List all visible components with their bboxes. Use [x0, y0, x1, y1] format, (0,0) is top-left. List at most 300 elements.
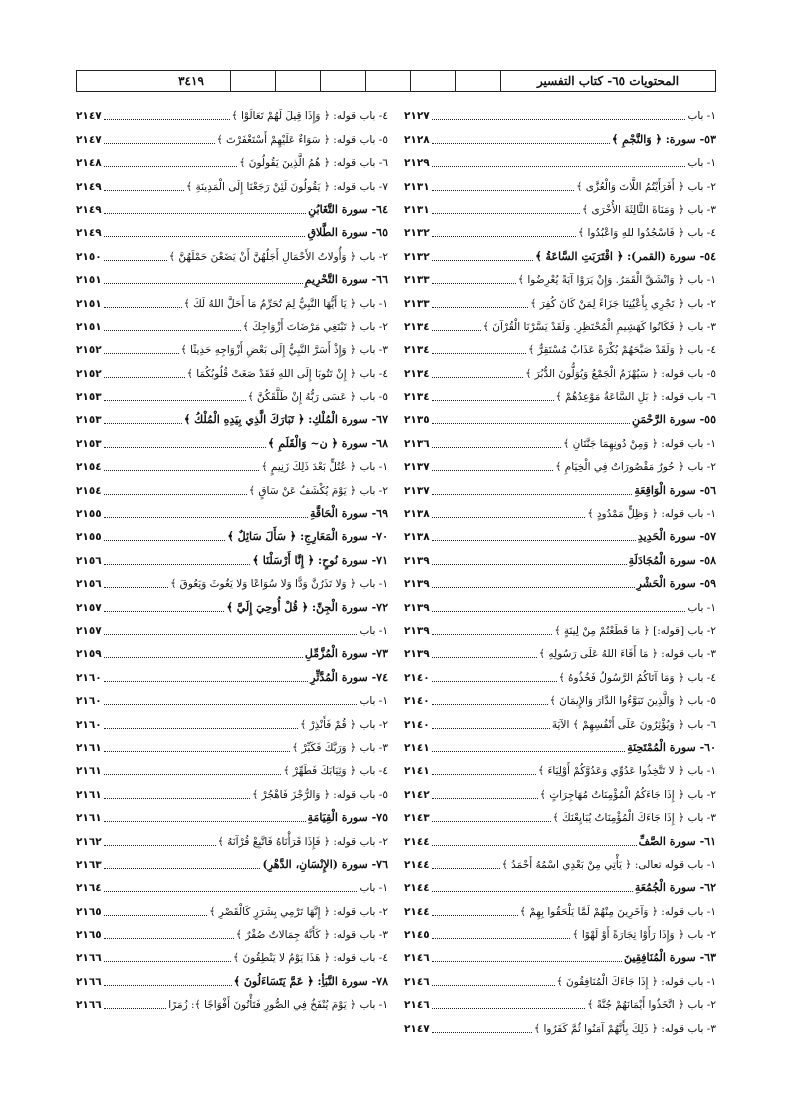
dot-leader: [432, 704, 548, 705]
toc-page-number: ٢١٤٧: [76, 133, 102, 146]
toc-page-number: ٢١٤٦: [404, 975, 430, 988]
toc-entry-title: ٣- باب ﴿ فَكَانُوا كَهَشِيمِ الْمُحْتَظِرِ. وَلَقَدْ يَسَّرْنَا الْقُرْآنَ ﴾: [482, 320, 716, 333]
toc-surah-heading: [404, 732, 716, 755]
toc-entry-title: ٧٨- سورة النَّبَأِ: ﴿ عَمَّ يَتَسَاءَلُونَ ﴾: [233, 974, 388, 988]
dot-leader: [432, 400, 554, 401]
dot-leader: [104, 377, 185, 378]
dot-leader: [432, 1032, 532, 1033]
toc-entry-title: ٢- باب ﴿ أَفَرَأَيْتُمُ اللَّاتَ وَالْعُزَّى ﴾: [576, 180, 716, 193]
toc-entry: [76, 381, 388, 404]
toc-entry-title: ٤- باب ﴿ وَمَا آتَاكُمُ الرَّسُولُ فَخُذُوهُ ﴾: [558, 671, 716, 684]
dot-leader: [104, 564, 251, 565]
dot-leader: [104, 704, 358, 705]
toc-page-number: ٢١٣٧: [404, 484, 430, 497]
toc-surah-heading: [404, 474, 716, 497]
toc-surah-heading: [76, 194, 388, 217]
dot-leader: [104, 587, 169, 588]
toc-page-number: ٢١٣٥: [404, 414, 430, 427]
toc-page-number: ٢١٤١: [404, 765, 430, 778]
toc-entry: [404, 778, 716, 801]
toc-page-number: ٢١٢٩: [404, 157, 430, 170]
dot-leader: [104, 961, 231, 962]
toc-entry: [404, 194, 716, 217]
toc-page-number: ٢١٣٦: [404, 437, 430, 450]
toc-page-number: ٢١٣٩: [404, 648, 430, 661]
toc-entry-title: ١- باب: [359, 695, 388, 708]
toc-entry-title: ١- باب قوله: ﴿ وَمِنْ دُونِهِمَا جَنَّتَانِ ﴾: [563, 437, 716, 450]
toc-entry-title: ١- باب ﴿ يَا أَيُّهَا النَّبِيُّ لِمَ تُحَرِّمُ مَا أَحَلَّ اللهُ لَكَ ﴾: [183, 297, 388, 310]
toc-entry-title: ٣- باب ﴿ وَمَنَاةَ الثَّالِثَةَ الأُخْرَى ﴾: [582, 203, 716, 216]
toc-entry: [404, 591, 716, 614]
toc-entry-title: ٦٦- سورة التَّحْرِيمِ: [304, 273, 388, 287]
toc-surah-heading: [404, 568, 716, 591]
toc-entry-title: ٤- باب ﴿ إِنْ تَتُوبَا إِلَى اللهِ فَقَدْ صَغَتْ قُلُوبُكُمَا ﴾: [186, 367, 388, 380]
toc-entry-title: ٣- باب قوله: ﴿ كَأَنَّهُ جِمَالاتٌ صُفْرٌ ﴾: [235, 929, 388, 942]
toc-page-number: ٢١٤٠: [404, 671, 430, 684]
dot-leader: [104, 470, 260, 471]
toc-surah-heading: [404, 872, 716, 895]
toc-entry-title: ١- باب قوله تعالى: ﴿ يَأْتِي مِنْ بَعْدِي اسْمُهُ أَحْمَدُ ﴾: [501, 858, 716, 871]
toc-page-number: ٢١٦١: [76, 812, 102, 825]
toc-entry-title: ٦٠- سورة الْمُمْتَحِنَةِ: [627, 740, 716, 754]
toc-page-number: ٢١٤٥: [404, 929, 430, 942]
toc-surah-heading: [76, 217, 388, 240]
dot-leader: [104, 143, 215, 144]
toc-surah-heading: [404, 544, 716, 567]
toc-entry: [404, 498, 716, 521]
toc-entry-title: ١- باب: [359, 882, 388, 895]
toc-page-number: ٢١٣٨: [404, 531, 430, 544]
toc-page-number: ٢١٤٨: [76, 157, 102, 170]
toc-entry-title: ٤- باب قوله: ﴿ وَإِذَا قِيلَ لَهُمْ تَعَالَوْا ﴾: [231, 110, 388, 123]
toc-entry-title: ٧٦- سورة (الإِنْسَانِ، الدَّهْرِ): [262, 857, 388, 871]
toc-entry-title: ٣- باب قوله: ﴿ ذَلِكَ بِأَنَّهُمْ آمَنُوا ثُمَّ كَفَرُوا ﴾: [534, 1022, 716, 1035]
toc-entry-title: ٥٥- سورة الرَّحْمَنِ: [631, 413, 716, 427]
toc-surah-heading: [76, 849, 388, 872]
toc-page-number: ٢١٣٩: [404, 601, 430, 614]
toc-entry-title: ١- باب: [687, 157, 716, 170]
toc-entry: [76, 685, 388, 708]
running-header: [76, 70, 716, 92]
dot-leader: [104, 330, 241, 331]
dot-leader: [432, 260, 534, 261]
toc-entry-title: ٧- باب قوله: ﴿ يَقُولُونَ لَئِنْ رَجَعْنَا إِلَى الْمَدِينَةِ ﴾: [186, 180, 388, 193]
toc-entry-title: ١- باب: [359, 624, 388, 637]
toc-entry-title: ٦٧- سورة الْمُلْكِ: ﴿ تَبَارَكَ الَّذِي بِيَدِهِ الْمُلْكُ ﴾: [183, 413, 388, 427]
dot-leader: [432, 657, 537, 658]
header-page-number: ٣٤١٩: [178, 74, 204, 88]
toc-entry-title: ٤- باب ﴿ وَلَقَدْ صَبَّحَهُمْ بُكْرَةً عَذَابٌ مُسْتَقِرٌّ ﴾: [528, 344, 716, 357]
header-blank-cell: [230, 71, 275, 91]
toc-page-number: ٢١٣٢: [404, 250, 430, 263]
toc-entry: [76, 989, 388, 1012]
dot-leader: [432, 868, 500, 869]
toc-page-number: ٢١٥٣: [76, 391, 102, 404]
toc-page-number: ٢١٢٧: [404, 110, 430, 123]
dot-leader: [432, 166, 686, 167]
toc-entry-title: ٧٥- سورة الْقِيَامَةِ: [307, 811, 388, 825]
toc-entry: [404, 708, 716, 731]
header-blank-cell: [410, 71, 455, 91]
toc-entry-title: ٧٤- سورة الْمُدَّثِّرِ: [310, 670, 388, 684]
toc-entry-title: ٦- باب قوله: ﴿ هُمُ الَّذِينَ يَقُولُونَ ﴾: [239, 157, 388, 170]
toc-entry: [404, 919, 716, 942]
toc-entry: [76, 451, 388, 474]
toc-entry-title: ٦٤- سورة التَّغَابُنِ: [308, 202, 388, 216]
toc-page-number: ٢١٥٤: [76, 484, 102, 497]
dot-leader: [104, 681, 309, 682]
toc-page-number: ٢١٣١: [404, 203, 430, 216]
toc-entry: [76, 334, 388, 357]
toc-entry-title: ٧٢- سورة الْجِنِّ: ﴿ قُلْ أُوحِيَ إِلَيَّ ﴾: [226, 600, 388, 614]
toc-entry-title: ٥٣- سورة: ﴿ وَالنَّجْمِ ﴾: [611, 132, 716, 146]
dot-leader: [432, 213, 580, 214]
toc-surah-heading: [404, 404, 716, 427]
dot-leader: [432, 119, 686, 120]
toc-page-number: ٢١٦٦: [76, 999, 102, 1012]
toc-entry: [404, 802, 716, 825]
dot-leader: [104, 423, 182, 424]
dot-leader: [432, 564, 627, 565]
toc-page-number: ٢١٥٧: [76, 624, 102, 637]
dot-leader: [104, 774, 282, 775]
toc-surah-heading: [76, 427, 388, 450]
toc-page-number: ٢١٥١: [76, 320, 102, 333]
toc-entry-title: ٢- باب ﴿ وَإِذَا رَأَوْا تِجَارَةً أَوْ لَهْوًا ﴾: [572, 929, 716, 942]
toc-surah-heading: [76, 591, 388, 614]
toc-page-number: ٢١٤٩: [76, 180, 102, 193]
dot-leader: [104, 634, 358, 635]
toc-entry-title: ٢- باب ﴿ تَجْرِي بِأَعْيُنِنَا جَزَاءً لِمَنْ كَانَ كُفِرَ ﴾: [530, 297, 716, 310]
toc-surah-heading: [404, 825, 716, 848]
toc-entry: [76, 123, 388, 146]
toc-entry-title: ٦٥- سورة الطَّلاقِ: [307, 226, 388, 240]
toc-entry-title: ٥٦- سورة الْوَاقِعَةِ: [634, 483, 716, 497]
toc-entry: [404, 264, 716, 287]
toc-column-left: [76, 100, 388, 1012]
dot-leader: [104, 728, 298, 729]
toc-page-number: ٢١٦٤: [76, 882, 102, 895]
toc-entry: [404, 427, 716, 450]
toc-entry-title: ٢- باب ﴿ قُمْ فَأَنْذِرْ ﴾: [300, 718, 388, 731]
toc-entry: [76, 287, 388, 310]
toc-page-number: ٢١٣١: [404, 180, 430, 193]
dot-leader: [432, 283, 516, 284]
dot-leader: [432, 915, 518, 916]
toc-page-number: ٢١٣٤: [404, 391, 430, 404]
dot-leader: [432, 845, 637, 846]
dot-leader: [432, 821, 551, 822]
toc-page-number: ٢١٤٠: [404, 695, 430, 708]
toc-page-number: ٢١٤٧: [76, 110, 102, 123]
toc-entry-title: ٢- باب ﴿ إِذَا جَاءَكُمُ الْمُؤْمِنَاتُ مُهَاجِرَاتٍ ﴾: [539, 788, 716, 801]
dot-leader: [104, 400, 246, 401]
toc-entry-title: ٢- باب [قوله:] ﴿ مَا قَطَعْتُمْ مِنْ لِينَةٍ ﴾: [554, 624, 716, 637]
dot-leader: [104, 798, 250, 799]
toc-entry: [404, 965, 716, 988]
dot-leader: [104, 236, 306, 237]
toc-page-number: ٢١٣٩: [404, 578, 430, 591]
dot-leader: [432, 634, 553, 635]
toc-page-number: ٢١٣٤: [404, 344, 430, 357]
toc-entry: [76, 942, 388, 965]
toc-page-number: ٢١٢٨: [404, 133, 430, 146]
toc-entry-title: ٤- باب ﴿ فَاسْجُدُوا للهِ وَاعْبُدُوا ﴾: [577, 227, 716, 240]
dot-leader: [432, 330, 481, 331]
toc-surah-heading: [76, 802, 388, 825]
toc-column-right: [404, 100, 716, 1036]
dot-leader: [432, 377, 524, 378]
dot-leader: [104, 1008, 167, 1009]
toc-page-number: ٢١٥٤: [76, 461, 102, 474]
toc-entry: [404, 685, 716, 708]
toc-page-number: ٢١٥٦: [76, 554, 102, 567]
toc-entry-title: ١- باب قوله: ﴿ وَظِلٍّ مَمْدُودٍ ﴾: [587, 508, 716, 521]
toc-entry-title: ٢- باب ﴿ تَبْتَغِي مَرْضَاتَ أَزْوَاجِكَ ﴾: [242, 320, 388, 333]
toc-page-number: ٢١٦٥: [76, 905, 102, 918]
dot-leader: [432, 143, 610, 144]
toc-entry: [404, 615, 716, 638]
toc-entry-title: ٣- باب ﴿ إِذَا جَاءَكَ الْمُؤْمِنَاتُ يُبَايِعْنَكَ ﴾: [552, 812, 716, 825]
toc-page-number: ٢١٣٨: [404, 508, 430, 521]
toc-page-number: ٢١٣٤: [404, 367, 430, 380]
toc-entry: [76, 919, 388, 942]
dot-leader: [432, 470, 554, 471]
toc-entry-title: ٣- باب قوله: ﴿ مَا أَفَاءَ اللهُ عَلَى رَسُولِهِ ﴾: [538, 648, 716, 661]
toc-surah-heading: [76, 661, 388, 684]
toc-entry-title: ٧٠- سورة الْمَعَارِجِ: ﴿ سَأَلَ سَائِلٌ ﴾: [227, 530, 388, 544]
toc-entry: [404, 217, 716, 240]
toc-page-number: ٢١٥٣: [76, 437, 102, 450]
toc-entry-title: ٦٣- سورة الْمُنَافِقِينَ: [624, 951, 716, 965]
toc-page-number: ٢١٥٣: [76, 414, 102, 427]
toc-entry: [76, 357, 388, 380]
toc-entry-title: ٥٨- سورة الْمُجَادَلَةِ: [628, 553, 716, 567]
dot-leader: [104, 447, 266, 448]
toc-page-number: ٢١٦١: [76, 765, 102, 778]
toc-page-number: ٢١٦٥: [76, 929, 102, 942]
dot-leader: [432, 774, 536, 775]
toc-surah-heading: [76, 544, 388, 567]
toc-entry-title: ٦١- سورة الصَّفِّ: [638, 834, 716, 848]
toc-entry: [76, 568, 388, 591]
toc-entry-title: ١- باب ﴿ عُتُلٍّ بَعْدَ ذَلِكَ زَنِيمٍ ﴾: [261, 461, 388, 474]
toc-entry: [76, 100, 388, 123]
toc-page-number: ٢١٤٤: [404, 882, 430, 895]
toc-entry: [404, 638, 716, 661]
dot-leader: [432, 447, 561, 448]
dot-leader: [432, 423, 630, 424]
dot-leader: [104, 119, 230, 120]
toc-page-number: ٢١٤٤: [404, 905, 430, 918]
toc-entry: [404, 451, 716, 474]
toc-entry-title: ١- باب: [687, 601, 716, 614]
toc-entry: [404, 895, 716, 918]
dot-leader: [432, 938, 571, 939]
toc-entry: [76, 825, 388, 848]
toc-entry-title: ١- باب قوله: ﴿ وَآخَرِينَ مِنْهُمْ لَمَّا يَلْحَقُوا بِهِمْ ﴾: [519, 905, 716, 918]
toc-page-number: ٢١٦٦: [76, 975, 102, 988]
dot-leader: [104, 213, 307, 214]
dot-leader: [104, 353, 179, 354]
toc-entry-title: ٦- باب ﴿ وَيُؤْثِرُونَ عَلَى أَنْفُسِهِمْ ﴾ الآيَةَ: [551, 718, 716, 731]
toc-entry: [404, 100, 716, 123]
dot-leader: [432, 728, 550, 729]
toc-entry-title: ٦٩- سورة الْحَاقَّةِ: [309, 507, 388, 521]
toc-entry: [76, 311, 388, 334]
dot-leader: [432, 985, 555, 986]
toc-page-number: ٢١٥٢: [76, 367, 102, 380]
toc-entry: [404, 1012, 716, 1035]
toc-entry-title: ٤- باب ﴿ وَثِيَابَكَ فَطَهِّرْ ﴾: [283, 765, 388, 778]
dot-leader: [432, 681, 557, 682]
toc-page-number: ٢١٣٤: [404, 320, 430, 333]
toc-page-number: ٢١٥١: [76, 274, 102, 287]
toc-entry: [404, 334, 716, 357]
toc-entry: [404, 381, 716, 404]
toc-entry-title: ٥٧- سورة الْحَدِيدِ: [637, 530, 716, 544]
dot-leader: [104, 985, 232, 986]
toc-page-number: ٢١٥٧: [76, 601, 102, 614]
toc-surah-heading: [404, 521, 716, 544]
toc-page-number: ٢١٣٣: [404, 274, 430, 287]
header-blank-cell: [455, 71, 500, 91]
toc-surah-heading: [404, 240, 716, 263]
toc-page-number: ٢١٤٠: [404, 718, 430, 731]
dot-leader: [432, 1008, 586, 1009]
dot-leader: [104, 166, 238, 167]
dot-leader: [104, 915, 208, 916]
toc-entry: [404, 170, 716, 193]
toc-page-number: ٢١٥٦: [76, 578, 102, 591]
toc-entry: [76, 240, 388, 263]
toc-entry: [76, 872, 388, 895]
dot-leader: [432, 494, 633, 495]
toc-entry-title: ١- باب قوله: ﴿ إِذَا جَاءَكَ الْمُنَافِقُونَ ﴾: [556, 975, 716, 988]
toc-entry-title: ٣- باب ﴿ وَرَبَّكَ فَكَبِّرْ ﴾: [292, 741, 388, 754]
toc-entry: [404, 989, 716, 1012]
toc-page-number: ٢١٤٤: [404, 835, 430, 848]
toc-page-number: ٢١٣٣: [404, 297, 430, 310]
toc-page-number: ٢١٣٩: [404, 554, 430, 567]
toc-entry: [76, 755, 388, 778]
dot-leader: [104, 845, 216, 846]
toc-page-number: ٢١٦٠: [76, 695, 102, 708]
toc-entry: [76, 170, 388, 193]
toc-surah-heading: [76, 638, 388, 661]
toc-surah-heading: [76, 264, 388, 287]
toc-page-number: ٢١٣٩: [404, 624, 430, 637]
dot-leader: [432, 751, 626, 752]
toc-page-number: ٢١٥٩: [76, 648, 102, 661]
toc-page-number: ٢١٤٧: [404, 1022, 430, 1035]
toc-page-number: ٢١٣٢: [404, 227, 430, 240]
toc-page-number: ٢١٥٥: [76, 508, 102, 521]
toc-entry-title: ٥- باب قوله: ﴿ وَالرُّجْزَ فَاهْجُرْ ﴾: [252, 788, 388, 801]
toc-entry: [404, 755, 716, 778]
toc-surah-heading: [76, 404, 388, 427]
dot-leader: [432, 798, 538, 799]
toc-entry-title: ٥- باب ﴿ عَسَى رَبُّهُ إِنْ طَلَّقَكُنَّ ﴾: [247, 391, 388, 404]
toc-entry-title: ٦٢- سورة الْجُمُعَةِ: [634, 881, 716, 895]
toc-entry-title: ٧١- سورة نُوحٍ: ﴿ إِنَّا أَرْسَلْنَا ﴾: [252, 553, 388, 567]
toc-entry-title: ٦٨- سورة ﴿ ن~ وَالْقَلَمِ ﴾: [268, 436, 388, 450]
toc-page-number: ٢١٤٩: [76, 227, 102, 240]
toc-entry-title: ١- باب ﴿ وَانْشَقَّ الْقَمَرُ. وَإِنْ يَرَوْا آيَةً يُعْرِضُوا ﴾: [517, 274, 716, 287]
dot-leader: [104, 283, 303, 284]
dot-leader: [432, 587, 635, 588]
toc-page-number: ٢١٤٤: [404, 858, 430, 871]
dot-leader: [104, 938, 234, 939]
toc-surah-heading: [404, 942, 716, 965]
dot-leader: [432, 353, 527, 354]
dot-leader: [104, 751, 290, 752]
toc-surah-heading: [76, 498, 388, 521]
toc-surah-heading: [76, 521, 388, 544]
dot-leader: [432, 961, 622, 962]
dot-leader: [104, 891, 358, 892]
toc-entry: [76, 708, 388, 731]
toc-page-number: ٢١٦٠: [76, 671, 102, 684]
toc-entry: [404, 849, 716, 872]
dot-leader: [432, 540, 636, 541]
dot-leader: [104, 868, 261, 869]
dot-leader: [432, 891, 633, 892]
toc-entry: [404, 357, 716, 380]
toc-entry: [404, 661, 716, 684]
toc-surah-heading: [404, 123, 716, 146]
dot-leader: [104, 494, 247, 495]
toc-entry-title: ٢- باب قوله: ﴿ إِنَّهَا تَرْمِي بِشَرَرٍ كَالْقَصْرِ ﴾: [209, 905, 388, 918]
toc-page-number: ٢١٤١: [404, 741, 430, 754]
header-title: المحتويات ٦٥- كتاب التفسير: [500, 71, 715, 91]
toc-entry-title: ٥٤- سورة (القمر): ﴿ اقْتَرَبَتِ السَّاعَةُ ﴾: [535, 249, 716, 263]
dot-leader: [104, 657, 303, 658]
dot-leader: [432, 190, 575, 191]
toc-page-number: ٢١٦١: [76, 788, 102, 801]
dot-leader: [432, 307, 529, 308]
toc-page-number: ٢١٣٧: [404, 461, 430, 474]
toc-entry-title: ٢- باب ﴿ يَوْمَ يُكْشَفُ عَنْ سَاقٍ ﴾: [248, 484, 388, 497]
dot-leader: [432, 236, 576, 237]
dot-leader: [104, 611, 225, 612]
toc-page-number: ٢١٦٦: [76, 952, 102, 965]
toc-entry-title: ٤- باب قوله: ﴿ هَذَا يَوْمُ لا يَنْطِقُونَ ﴾: [233, 952, 388, 965]
toc-page-number: ٢١٥٠: [76, 250, 102, 263]
dot-leader: [104, 190, 184, 191]
toc-entry-title: ٢- باب قوله: ﴿ فَإِذَا قَرَأْنَاهُ فَاتَّبِعْ قُرْآنَهُ ﴾: [217, 835, 388, 848]
dot-leader: [104, 260, 167, 261]
toc-entry-title: ٥- باب قوله: ﴿ سَوَاءٌ عَلَيْهِمْ أَسْتَغْفَرْتَ ﴾: [216, 133, 388, 146]
toc-page-number: ٢١٤٦: [404, 999, 430, 1012]
dot-leader: [432, 611, 686, 612]
toc-page-number: ٢١٥١: [76, 297, 102, 310]
header-blank-cell: [275, 71, 320, 91]
toc-entry: [404, 147, 716, 170]
toc-entry-title: ٢- باب ﴿ اتَّخَذُوا أَيْمَانَهُمْ جُنَّةً ﴾: [587, 999, 716, 1012]
toc-entry: [404, 287, 716, 310]
toc-entry: [76, 474, 388, 497]
toc-page-number: ٢١٦١: [76, 741, 102, 754]
dot-leader: [432, 517, 586, 518]
toc-entry: [76, 615, 388, 638]
toc-page-number: ٢١٤٢: [404, 788, 430, 801]
dot-leader: [104, 307, 182, 308]
toc-entry: [76, 732, 388, 755]
toc-surah-heading: [76, 965, 388, 988]
toc-page-number: ٢١٤٩: [76, 203, 102, 216]
toc-entry: [76, 778, 388, 801]
